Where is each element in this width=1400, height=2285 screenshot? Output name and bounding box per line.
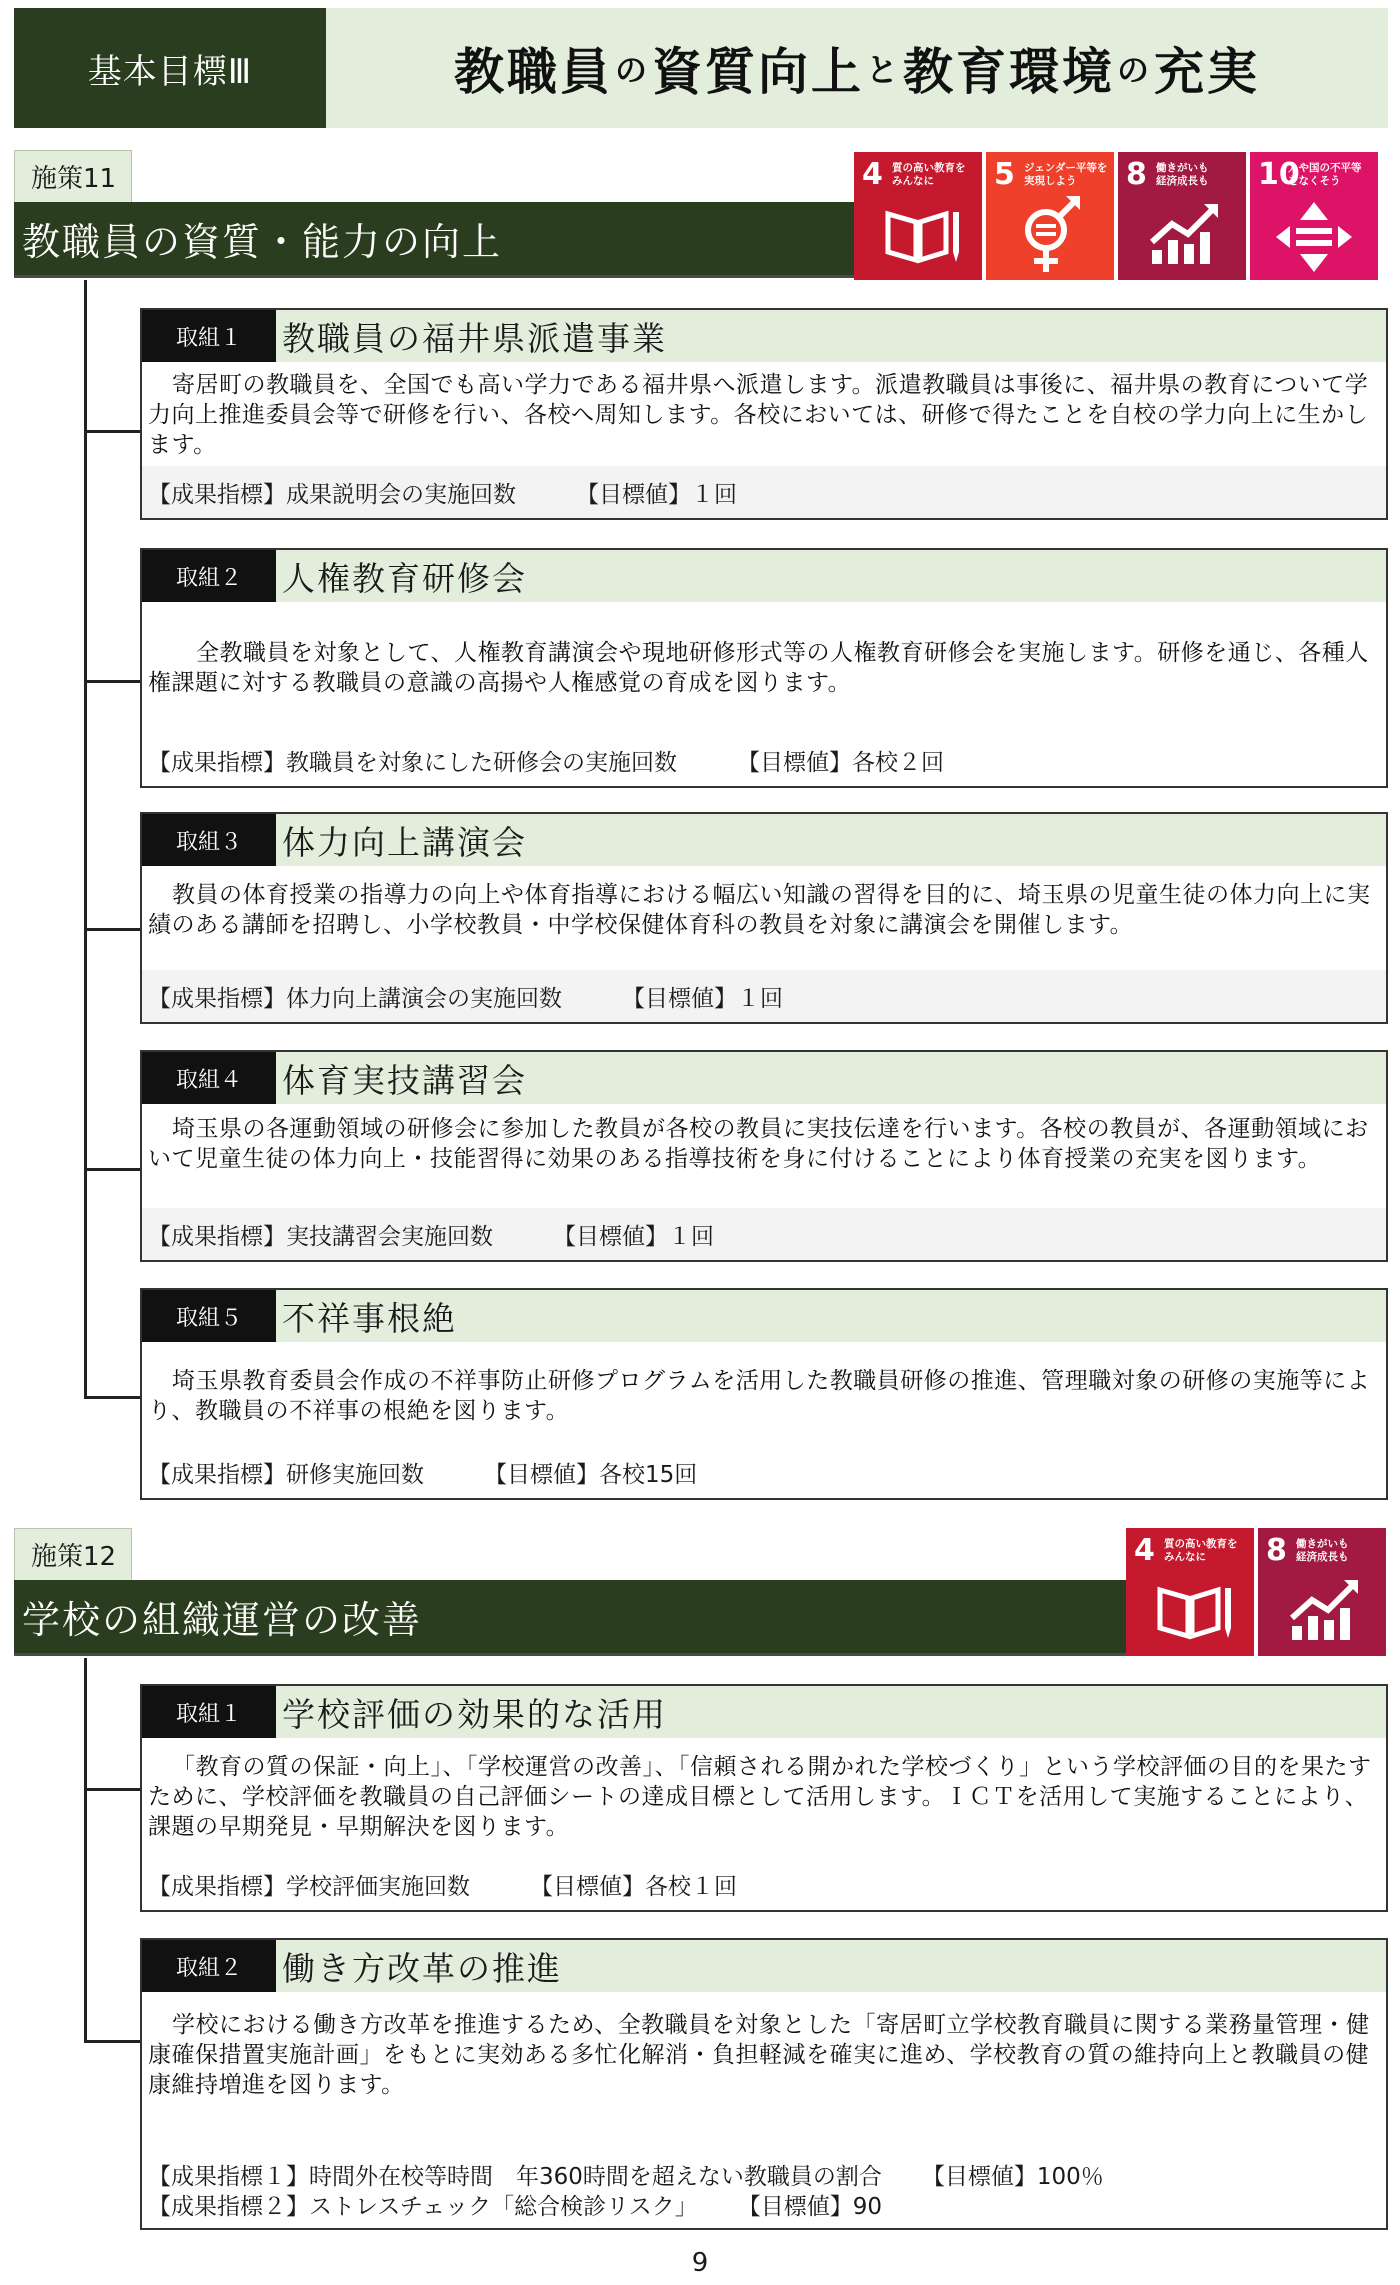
target-value: 【目標値】１回 [622,985,783,1012]
initiative-title: 学校評価の効果的な活用 [282,1694,667,1734]
metric-label: 【成果指標】学校評価実施回数 [148,1873,470,1900]
initiative-tag: 取組１ [142,1686,276,1738]
initiative-metric [142,734,1386,786]
metric-row [148,2162,1386,2192]
tree-branch [84,1168,140,1171]
metric-row [148,2192,1386,2222]
initiative-header [142,1290,1386,1342]
initiative-metric [142,1446,1386,1498]
target-value: 【目標値】１回 [553,1223,714,1250]
tree-branch [84,1396,140,1399]
title-part: 充実 [1154,43,1261,101]
sdg-4-icon [1126,1528,1254,1656]
target-value: 【目標値】100％ [921,2164,1104,2190]
initiative-description: 埼玉県の各運動領域の研修会に参加した教員が各校の教員に実技伝達を行います。各校の教員が、各運動領域において児童生徒の体力向上・技能習得に効果のある指導技術を身に付けることにより体育授業の充実を図ります。 [148,1116,1369,1172]
initiative-tag: 取組２ [142,1940,276,1992]
target-value: 【目標値】各校２回 [737,749,944,776]
title-part: 教育環境 [903,43,1115,101]
initiative-title: 人権教育研修会 [282,558,527,598]
target-value: 【目標値】１回 [576,481,737,508]
initiative-title: 体力向上講演会 [282,822,527,862]
policy-title: 教職員の資質・能力の向上 [14,202,854,278]
initiative-tag: 取組３ [142,814,276,866]
initiative-card [140,812,1388,1024]
initiative-description: 教員の体育授業の指導力の向上や体育指導における幅広い知識の習得を目的に、埼玉県の児童生徒の体力向上に実績のある講師を招聘し、小学校教員・中学校保健体育科の教員を対象に講演会を開催します。 [148,882,1371,938]
tree-branch [84,928,140,931]
metric-label: 【成果指標】教職員を対象にした研修会の実施回数 [148,749,677,776]
tree-connector [84,1658,87,2042]
initiative-description: 学校における働き方改革を推進するため、全教職員を対象とした「寄居町立学校教育職員に関する業務量管理・健康確保措置実施計画」をもとに実効ある多忙化解消・負担軽減を確実に進め、学校教育の質の維持向上と教職員の健康維持増進を図ります。 [148,2012,1370,2098]
sdg-5-icon [986,152,1114,280]
initiative-title: 不祥事根絶 [282,1298,457,1338]
tree-branch [84,680,140,683]
sdg-number: 4 [862,157,883,192]
initiative-description: 全教職員を対象として、人権教育講演会や現地研修形式等の人権教育研修会を実施します。研修を通じ、各種人権課題に対する教職員の意識の高揚や人権感覚の育成を図ります。 [148,640,1369,696]
metric-label: 【成果指標】成果説明会の実施回数 [148,481,516,508]
initiative-header [142,1052,1386,1104]
initiative-card [140,548,1388,788]
reduced-inequality-icon [1250,152,1378,280]
target-value: 【目標値】各校15回 [484,1461,698,1488]
metric-label: 【成果指標】体力向上講演会の実施回数 [148,985,562,1012]
initiative-metrics [142,2138,1386,2228]
initiative-card [140,1050,1388,1262]
sdg-8-icon [1118,152,1246,280]
tree-branch [84,1788,140,1791]
sdg-number: 8 [1126,157,1147,192]
sdg-caption: 人や国の不平等 をなくそう [1288,162,1362,188]
growth-chart-icon [1118,152,1246,280]
target-value: 【目標値】各校１回 [530,1873,737,1900]
growth-chart-icon [1258,1528,1386,1656]
sdg-4-icon [854,152,982,280]
sdg-number: 8 [1266,1533,1287,1568]
initiative-tag: 取組５ [142,1290,276,1342]
metric-label: 【成果指標２】ストレスチェック「総合検診リスク」 [148,2194,698,2220]
sdg-number: 10 [1258,157,1300,192]
tree-branch [84,430,140,433]
initiative-card [140,1288,1388,1500]
tree-connector [84,280,87,1398]
sdg-caption: 働きがいも 経済成長も [1156,162,1209,188]
title-part: 教職員 [453,43,613,101]
policy-title: 学校の組織運営の改善 [14,1580,1126,1656]
initiative-metric [142,466,1386,518]
goal-label: 基本目標Ⅲ [14,8,326,128]
initiative-card [140,308,1388,520]
initiative-header [142,310,1386,362]
policy-tag: 施策12 [14,1528,132,1580]
initiative-tag: 取組１ [142,310,276,362]
book-icon [854,152,982,280]
initiative-card [140,1684,1388,1912]
title-part: 資質向上 [651,43,864,101]
initiative-description: 「教育の質の保証・向上」、「学校運営の改善」、「信頼される開かれた学校づくり」という学校評価の目的を果たすために、学校評価を教職員の自己評価シートの達成目標として活用します。ＩＣＴを活用して実施することにより、課題の早期発見・早期解決を図ります。 [148,1754,1372,1840]
initiative-tag: 取組２ [142,550,276,602]
initiative-metric [142,970,1386,1022]
sdg-caption: 質の高い教育を みんなに [892,162,966,188]
sdg-number: 4 [1134,1533,1155,1568]
initiative-tag: 取組４ [142,1052,276,1104]
sdg-caption: ジェンダー平等を 実現しよう [1024,162,1108,188]
page-title [326,8,1388,128]
initiative-metric [142,1208,1386,1260]
title-particle: の [1117,51,1153,89]
initiative-header [142,1940,1386,1992]
gender-equality-icon [986,152,1114,280]
initiative-card [140,1938,1388,2230]
target-value: 【目標値】90 [737,2194,882,2220]
metric-label: 【成果指標１】時間外在校等時間 年360時間を超えない教職員の割合 [148,2164,882,2190]
sdg-caption: 働きがいも 経済成長も [1296,1538,1349,1564]
initiative-title: 教職員の福井県派遣事業 [282,318,667,358]
title-particle: と [865,51,901,89]
sdg-8-icon [1258,1528,1386,1656]
sdg-caption: 質の高い教育を みんなに [1164,1538,1238,1564]
tree-branch [84,2040,140,2043]
metric-label: 【成果指標】研修実施回数 [148,1461,424,1488]
title-particle: の [614,51,650,89]
initiative-metric [142,1858,1386,1910]
initiative-description: 埼玉県教育委員会作成の不祥事防止研修プログラムを活用した教職員研修の推進、管理職対象の研修の実施等により、教職員の不祥事の根絶を図ります。 [148,1368,1371,1424]
initiative-header [142,814,1386,866]
policy-tag: 施策11 [14,150,132,202]
initiative-title: 働き方改革の推進 [282,1948,562,1988]
metric-label: 【成果指標】実技講習会実施回数 [148,1223,493,1250]
initiative-header [142,550,1386,602]
sdg-10-icon [1250,152,1378,280]
initiative-header [142,1686,1386,1738]
initiative-title: 体育実技講習会 [282,1060,527,1100]
sdg-number: 5 [994,157,1015,192]
book-icon [1126,1528,1254,1656]
initiative-description: 寄居町の教職員を、全国でも高い学力である福井県へ派遣します。派遣教職員は事後に、福井県の教育について学力向上推進委員会等で研修を行い、各校へ周知します。各校においては、研修で得たことを自校の学力向上に生かします。 [148,372,1369,458]
page-number: 9 [691,2248,709,2278]
